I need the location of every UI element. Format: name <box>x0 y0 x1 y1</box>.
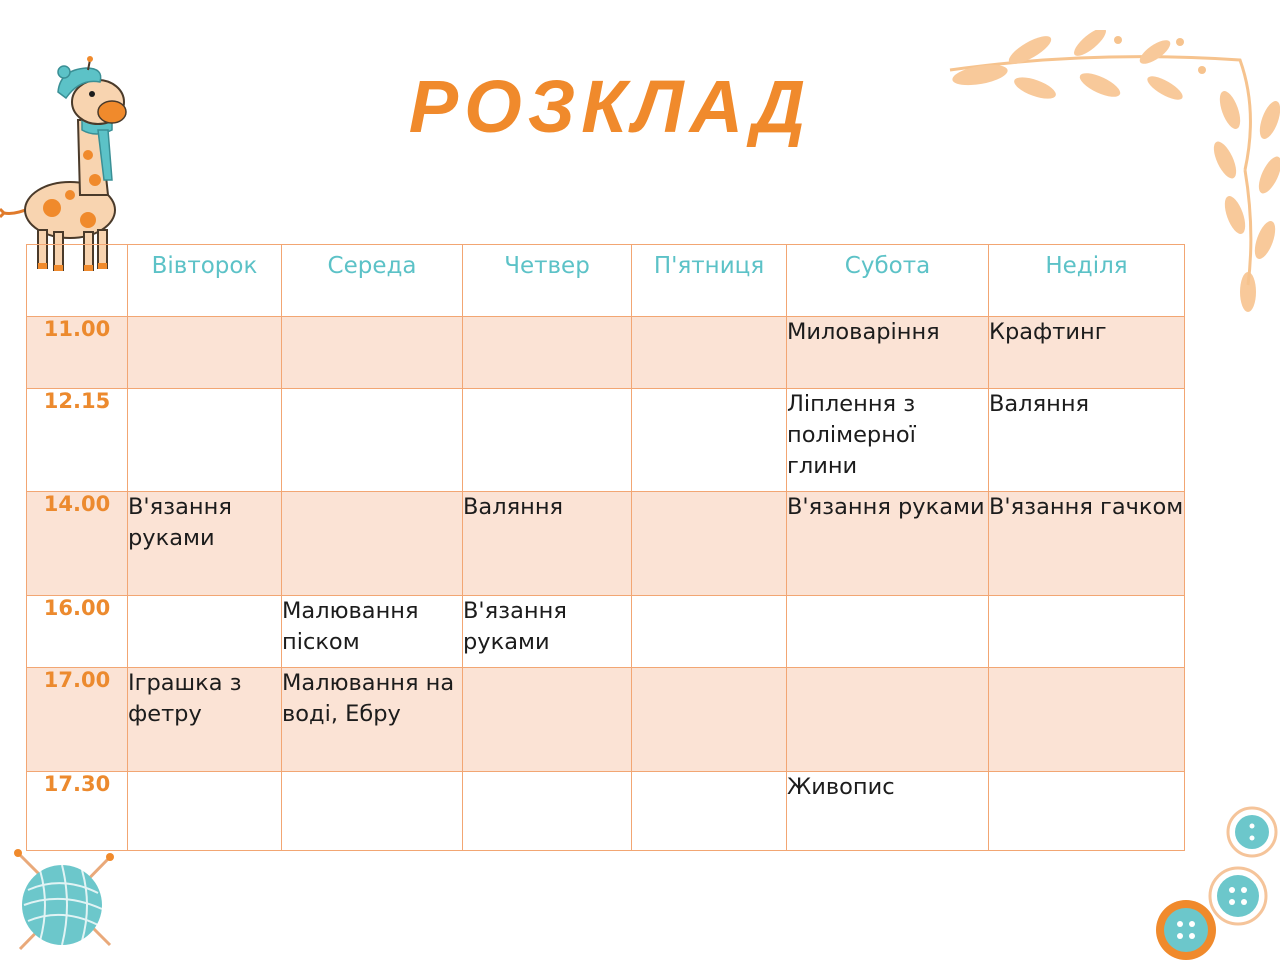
sewing-buttons-icon <box>1150 800 1280 960</box>
time-slot: 12.15 <box>27 389 128 492</box>
table-row <box>27 596 1185 668</box>
activity-cell: Малювання на воді, Ебру <box>282 668 463 772</box>
activity-cell <box>128 596 282 668</box>
activity-cell: Крафтинг <box>989 317 1185 389</box>
activity-cell: В'язання гачком <box>989 492 1185 596</box>
activity-cell: В'язання руками <box>787 492 989 596</box>
time-slot: 17.00 <box>27 668 128 772</box>
activity-cell: В'язання руками <box>128 492 282 596</box>
activity-cell <box>463 668 632 772</box>
table-row <box>27 492 1185 596</box>
giraffe-icon <box>0 30 140 275</box>
activity-cell <box>632 772 787 851</box>
activity-cell <box>632 317 787 389</box>
activity-cell: Живопис <box>787 772 989 851</box>
day-header: Субота <box>787 245 989 317</box>
page-title: РОЗКЛАД <box>408 65 812 148</box>
day-header: Четвер <box>463 245 632 317</box>
activity-cell <box>463 389 632 492</box>
day-header: Вівторок <box>128 245 282 317</box>
activity-cell: Іграшка з фетру <box>128 668 282 772</box>
activity-cell <box>632 596 787 668</box>
activity-cell <box>632 668 787 772</box>
activity-cell <box>282 389 463 492</box>
activity-cell <box>128 389 282 492</box>
time-slot: 16.00 <box>27 596 128 668</box>
activity-cell <box>463 317 632 389</box>
time-slot: 11.00 <box>27 317 128 389</box>
activity-cell <box>989 668 1185 772</box>
activity-cell <box>989 596 1185 668</box>
activity-cell <box>282 317 463 389</box>
table-row <box>27 317 1185 389</box>
activity-cell <box>282 492 463 596</box>
header-row <box>27 245 1185 317</box>
activity-cell: Валяння <box>989 389 1185 492</box>
activity-cell <box>463 772 632 851</box>
activity-cell: Миловаріння <box>787 317 989 389</box>
header-corner <box>27 245 128 317</box>
activity-cell: Ліплення з полімерної глини <box>787 389 989 492</box>
activity-cell <box>128 317 282 389</box>
activity-cell <box>128 772 282 851</box>
day-header: П'ятниця <box>632 245 787 317</box>
activity-cell <box>282 772 463 851</box>
schedule-table <box>26 244 1185 851</box>
activity-cell: В'язання руками <box>463 596 632 668</box>
day-header: Середа <box>282 245 463 317</box>
time-slot: 14.00 <box>27 492 128 596</box>
day-header: Неділя <box>989 245 1185 317</box>
table-row <box>27 772 1185 851</box>
activity-cell <box>632 492 787 596</box>
activity-cell: Малювання піском <box>282 596 463 668</box>
time-slot: 17.30 <box>27 772 128 851</box>
activity-cell <box>787 596 989 668</box>
activity-cell: Валяння <box>463 492 632 596</box>
table-row <box>27 389 1185 492</box>
activity-cell <box>787 668 989 772</box>
table-row <box>27 668 1185 772</box>
yarn-ball-icon <box>10 845 120 955</box>
activity-cell <box>632 389 787 492</box>
